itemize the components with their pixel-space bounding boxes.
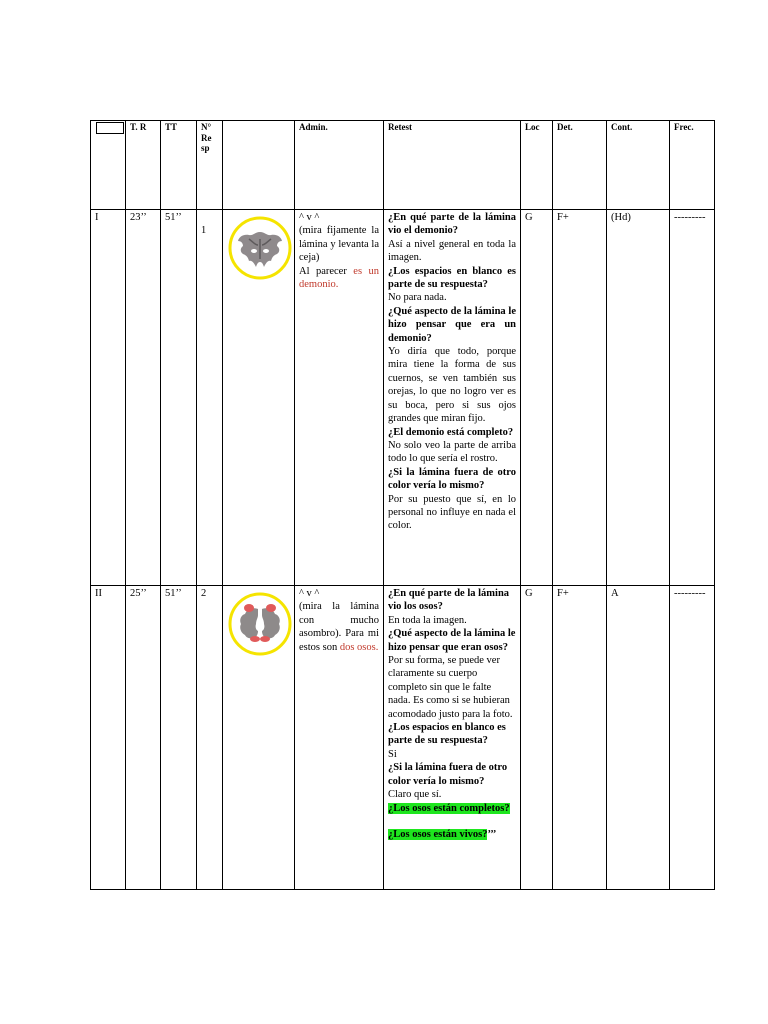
response-number: 2 (197, 586, 223, 890)
retest-answer: En toda la imagen. (388, 614, 467, 626)
closing-quotes: ’’’ (487, 829, 497, 841)
retest-cell (384, 586, 521, 890)
table-row (91, 586, 715, 890)
lamina-number: II (91, 586, 126, 890)
admin-response-answer: es un demonio. (299, 265, 379, 291)
admin-response-lead: Al parecer (299, 265, 347, 277)
reaction-time: 23’’ (126, 210, 161, 586)
header-resp-line1: N° (201, 122, 212, 132)
determinant-code: F+ (553, 210, 607, 586)
retest-highlight-question (388, 802, 516, 815)
reaction-time: 25’’ (126, 586, 161, 890)
blank-line (388, 815, 516, 828)
header-resp-line3: sp (201, 143, 210, 153)
retest-question: ¿Si la lámina fuera de otro color vería lo mismo? (388, 466, 516, 492)
header-cont: Cont. (607, 121, 670, 210)
header-admin: Admin. (295, 121, 384, 210)
frequency-code: --------- (670, 586, 715, 890)
admin-action: (mira fijamente la lámina y levanta la ceja) (299, 225, 379, 264)
retest-answer: Claro que sí. (388, 789, 442, 801)
admin-orientation: ^ v ^ (299, 212, 320, 223)
retest-question: ¿Si la lámina fuera de otro color vería lo mismo? (388, 762, 508, 787)
response-number (197, 210, 223, 586)
retest-answer: Si (388, 748, 397, 760)
retest-cell (384, 210, 521, 586)
total-time: 51’’ (161, 210, 197, 586)
admin-response-answer: dos osos. (339, 641, 379, 653)
table-row (91, 210, 715, 586)
admin-response (299, 600, 379, 654)
inkblot-cell (223, 586, 295, 890)
retest-question: ¿En qué parte de la lámina vio el demonio? (388, 212, 516, 237)
retest-question: ¿En qué parte de la lámina vio los osos? (388, 588, 510, 613)
header-frec: Frec. (670, 121, 715, 210)
admin-response-lead: Para mi estos son (299, 628, 379, 653)
retest-highlight-question (388, 828, 516, 841)
retest-question: ¿Qué aspecto de la lámina le hizo pensar que eran osos? (388, 628, 516, 653)
admin-cell (295, 586, 384, 890)
inkblot-cell (223, 210, 295, 586)
content-code: (Hd) (607, 210, 670, 586)
retest-question: ¿Qué aspecto de la lámina le hizo pensar que era un demonio? (388, 305, 516, 344)
response-number-value: 1 (201, 225, 207, 237)
determinant-code: F+ (553, 586, 607, 890)
admin-orientation: ^ v ^ (299, 588, 320, 599)
admin-response (299, 265, 379, 292)
retest-question: ¿El demonio está completo? (388, 426, 514, 438)
rorschach-table (90, 120, 715, 890)
retest-answer: No para nada. (388, 292, 447, 304)
header-det: Det. (553, 121, 607, 210)
retest-question: ¿Los espacios en blanco es parte de su respuesta? (388, 265, 516, 291)
admin-action: (mira la lámina con mucho asombro). (299, 601, 379, 640)
header-resp (197, 121, 223, 210)
highlighted-question: ¿Los osos están completos? (388, 802, 510, 814)
header-loc: Loc (521, 121, 553, 210)
content-code: A (607, 586, 670, 890)
header-resp-line2: Re (201, 132, 212, 143)
lamina-number: I (91, 210, 126, 586)
header-row (91, 121, 715, 210)
retest-answer: Yo diría que todo, porque mira tiene la forma de sus cuernos, se ven también sus orejas, lo que no logro ver es su boca, pero si sus ojos grandes que miran fijo. (388, 346, 516, 425)
total-time: 51’’ (161, 586, 197, 890)
highlighted-question: ¿Los osos están vivos? (388, 829, 488, 841)
frequency-code: --------- (670, 210, 715, 586)
location-code: G (521, 210, 553, 586)
header-corner-cell (91, 121, 126, 210)
retest-answer: Por su puesto que sí, en lo personal no influye en nada el color. (388, 493, 516, 532)
header-tr: T. R (126, 121, 161, 210)
header-image (223, 121, 295, 210)
admin-cell (295, 210, 384, 586)
retest-answer: Por su forma, se puede ver claramente su cuerpo completo sin que le falte nada. Es como si se hubieran acomodado justo para la foto. (388, 655, 513, 720)
inkblot-plate-1-image (227, 215, 293, 281)
retest-answer: No solo veo la parte de arriba todo lo que sería el rostro. (388, 439, 516, 465)
location-code: G (521, 586, 553, 890)
retest-question: ¿Los espacios en blanco es parte de su respuesta? (388, 722, 506, 747)
header-retest: Retest (384, 121, 521, 210)
inkblot-plate-2-image (227, 591, 293, 657)
header-tt: TT (161, 121, 197, 210)
retest-answer: Así a nivel general en toda la imagen. (388, 238, 516, 264)
